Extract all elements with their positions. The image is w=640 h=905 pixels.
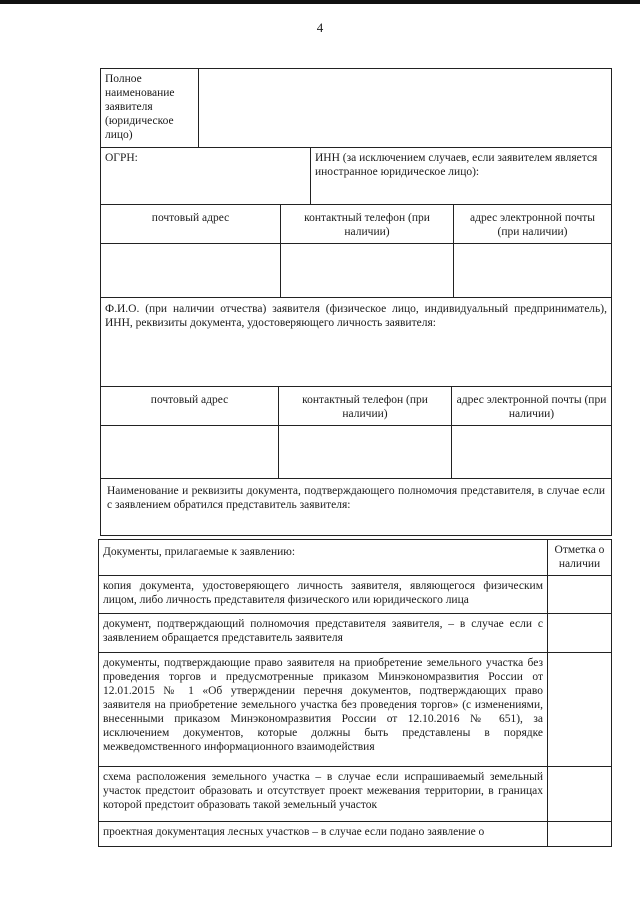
ind-postal-field[interactable] bbox=[100, 425, 279, 479]
documents-header: Документы, прилагаемые к заявлению: bbox=[98, 539, 548, 576]
representative-field[interactable]: Наименование и реквизиты документа, подтверждающего полномочия представителя, в случае если с заявлением обратился представитель заявителя: bbox=[100, 478, 612, 536]
le-postal-field[interactable] bbox=[100, 243, 281, 298]
ind-phone-header: контактный телефон (при наличии) bbox=[278, 386, 452, 426]
document-mark-checkbox[interactable] bbox=[547, 575, 612, 614]
top-rule bbox=[0, 0, 640, 4]
document-mark-checkbox[interactable] bbox=[547, 652, 612, 767]
document-mark-checkbox[interactable] bbox=[547, 613, 612, 653]
document-item: копия документа, удостоверяющего личность заявителя, являющегося физическим лицом, либо личность представителя физического или юридического лица bbox=[98, 575, 548, 614]
mark-header: Отметка о наличии bbox=[547, 539, 612, 576]
individual-fio-field[interactable]: Ф.И.О. (при наличии отчества) заявителя (физическое лицо, индивидуальный предприниматель), ИНН, реквизиты документа, удостоверяющего личность заявителя: bbox=[100, 297, 612, 387]
document-item: проектная документация лесных участков – в случае если подано заявление о bbox=[98, 821, 548, 847]
le-phone-field[interactable] bbox=[280, 243, 454, 298]
document-item: схема расположения земельного участка – в случае если испрашиваемый земельный участок предстоит образовать и отсутствует проект межевания территории, в границах которой предстоит образовать такой земельный участок bbox=[98, 766, 548, 822]
le-phone-header: контактный телефон (при наличии) bbox=[280, 204, 454, 244]
le-email-header: адрес электронной почты (при наличии) bbox=[453, 204, 612, 244]
ind-phone-field[interactable] bbox=[278, 425, 452, 479]
ind-postal-header: почтовый адрес bbox=[100, 386, 279, 426]
document-item: документ, подтверждающий полномочия представителя заявителя, – в случае если с заявлением обращается представитель заявителя bbox=[98, 613, 548, 653]
full-name-label: Полное наименование заявителя (юридическое лицо) bbox=[100, 68, 199, 148]
le-postal-header: почтовый адрес bbox=[100, 204, 281, 244]
document-mark-checkbox[interactable] bbox=[547, 821, 612, 847]
full-name-field[interactable] bbox=[198, 68, 612, 148]
le-email-field[interactable] bbox=[453, 243, 612, 298]
ogrn-field[interactable]: ОГРН: bbox=[100, 147, 311, 205]
ind-email-field[interactable] bbox=[451, 425, 612, 479]
page-number: 4 bbox=[316, 20, 324, 35]
inn-field[interactable]: ИНН (за исключением случаев, если заявителем является иностранное юридическое лицо): bbox=[310, 147, 612, 205]
document-item: документы, подтверждающие право заявителя на приобретение земельного участка без проведения торгов и предусмотренные приказом Минэкономразвития России от 12.01.2015 № 1 «Об утверждении перечня документов, подтверждающих право заявителя на приобретение земельного участка без проведения торгов» (с изменениями, внесенными приказом Минэкономразвития России от 12.10.2016 № 651), за исключением документов, которые должны быть представлены в порядке межведомственного информационного взаимодействия bbox=[98, 652, 548, 767]
document-mark-checkbox[interactable] bbox=[547, 766, 612, 822]
ind-email-header: адрес электронной почты (при наличии) bbox=[451, 386, 612, 426]
